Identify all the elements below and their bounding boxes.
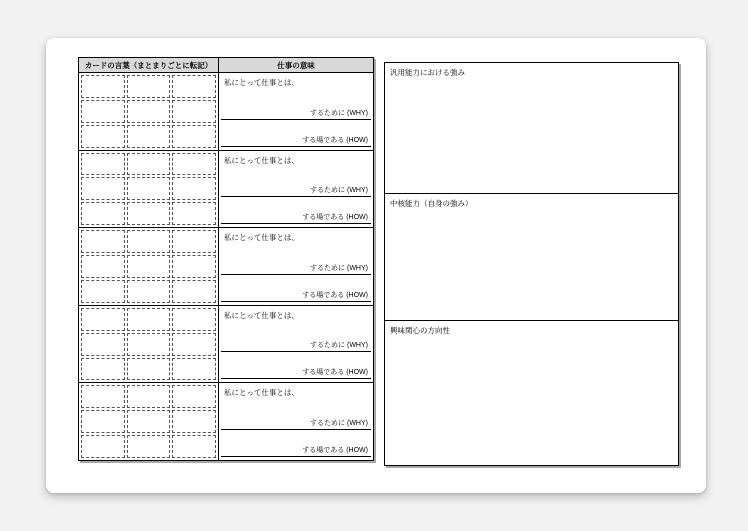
- how-write-in-line: する場である (HOW): [221, 290, 371, 302]
- card-slot: [172, 177, 216, 200]
- table-row: [79, 383, 373, 460]
- card-slot: [127, 280, 171, 303]
- work-meaning-prompt: 私にとって仕事とは、: [224, 78, 299, 87]
- card-slot: [172, 75, 216, 98]
- card-slot: [81, 410, 125, 433]
- card-slot: [127, 435, 171, 458]
- card-slot: [81, 75, 125, 98]
- why-write-in-line: するために (WHY): [221, 108, 371, 120]
- card-slot: [81, 333, 125, 356]
- card-slot: [81, 435, 125, 458]
- card-slot: [127, 410, 171, 433]
- how-write-in-line: する場である (HOW): [221, 135, 371, 147]
- general-ability-strengths-label: 汎用能力における強み: [390, 68, 465, 77]
- header-work-meaning: 仕事の意味: [277, 60, 315, 70]
- card-slot-grid: [81, 230, 216, 303]
- header-card-words: カードの言葉（まとまりごとに転記）: [79, 58, 219, 72]
- card-slot: [172, 333, 216, 356]
- card-slot: [81, 358, 125, 381]
- general-ability-strengths-box: [385, 63, 678, 194]
- card-slot-grid: [81, 153, 216, 226]
- card-slot: [127, 177, 171, 200]
- work-meaning-cell: [219, 228, 373, 305]
- card-slot: [172, 358, 216, 381]
- how-write-in-line: する場である (HOW): [221, 445, 371, 457]
- card-slot: [127, 255, 171, 278]
- table-row: [79, 306, 373, 384]
- card-slot: [81, 177, 125, 200]
- work-meaning-cell: [219, 383, 373, 460]
- card-slot: [127, 333, 171, 356]
- card-slots-cell: [79, 383, 219, 460]
- card-slots-cell: [79, 228, 219, 305]
- card-slot: [172, 100, 216, 123]
- card-slot: [81, 255, 125, 278]
- work-meaning-prompt: 私にとって仕事とは、: [224, 310, 299, 320]
- card-slot: [172, 255, 216, 278]
- work-meaning-cell: [219, 306, 373, 383]
- card-slot-grid: [81, 385, 216, 458]
- card-slot: [81, 153, 125, 176]
- card-slot: [127, 153, 171, 176]
- interest-direction-box: [385, 321, 678, 465]
- card-slot: [172, 125, 216, 148]
- card-slot-grid: [81, 308, 216, 381]
- card-slot: [127, 358, 171, 381]
- work-meaning-cell: [219, 73, 373, 150]
- card-slots-cell: [79, 73, 219, 150]
- card-slot: [81, 100, 125, 123]
- work-meaning-cell: [219, 151, 373, 228]
- card-slot: [81, 230, 125, 253]
- card-slot: [127, 100, 171, 123]
- card-slot: [172, 280, 216, 303]
- card-slot: [172, 308, 216, 331]
- why-write-in-line: するために (WHY): [221, 418, 371, 430]
- table-row: [79, 228, 373, 306]
- card-slot: [127, 75, 171, 98]
- card-slot: [172, 202, 216, 225]
- work-meaning-prompt: 私にとって仕事とは、: [224, 155, 299, 165]
- how-write-in-line: する場である (HOW): [221, 367, 371, 379]
- card-slots-cell: [79, 151, 219, 228]
- table-body: [79, 73, 373, 460]
- card-slot: [127, 202, 171, 225]
- work-meaning-prompt: 私にとって仕事とは、: [224, 388, 299, 398]
- interest-direction-label: 興味関心の方向性: [390, 326, 450, 335]
- table-row: [79, 151, 373, 229]
- card-slot: [127, 308, 171, 331]
- why-write-in-line: するために (WHY): [221, 263, 371, 275]
- abilities-panel: [384, 62, 679, 466]
- card-slot: [172, 153, 216, 176]
- card-slots-cell: [79, 306, 219, 383]
- table-row: [79, 73, 373, 151]
- how-write-in-line: する場である (HOW): [221, 212, 371, 224]
- card-slot: [81, 280, 125, 303]
- card-slot: [172, 410, 216, 433]
- core-ability-label: 中核能力（自身の強み）: [390, 199, 473, 208]
- card-slot: [127, 230, 171, 253]
- card-slot-grid: [81, 75, 216, 148]
- why-write-in-line: するために (WHY): [221, 185, 371, 197]
- card-slot: [172, 385, 216, 408]
- card-slot: [81, 385, 125, 408]
- core-ability-box: [385, 194, 678, 321]
- card-transcription-table: [78, 57, 374, 461]
- card-slot: [81, 308, 125, 331]
- card-slot: [172, 230, 216, 253]
- work-meaning-prompt: 私にとって仕事とは、: [224, 233, 299, 243]
- worksheet-page: [46, 38, 706, 493]
- why-write-in-line: するために (WHY): [221, 340, 371, 352]
- card-slot: [172, 435, 216, 458]
- card-slot: [81, 125, 125, 148]
- card-slot: [81, 202, 125, 225]
- card-slot: [127, 125, 171, 148]
- table-header-row: [79, 58, 373, 73]
- card-slot: [127, 385, 171, 408]
